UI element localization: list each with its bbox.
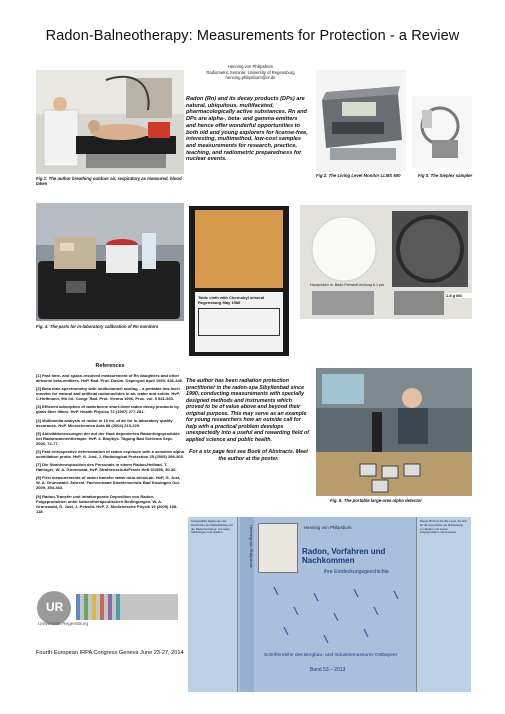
fig1-photo <box>36 70 184 174</box>
logo-initials: UR <box>46 600 64 614</box>
references-heading: References <box>95 363 125 369</box>
fig3-photo <box>412 96 472 168</box>
reference-item: [3] Efficient adsorption of waterborne short-lived radon decay products by glass fiber filters. HvP. Health Physics 72 (1997) 277-281. <box>36 404 180 415</box>
book-flap-text: Ausgewählte Kapitel aus der Geschichte der Radioaktivität und der Radonforschung, mit vielen Abbildungen und Quellen. <box>191 519 233 535</box>
sample-plate-photo <box>189 206 289 356</box>
bio-note: For a six page test see Book of Abstracts. Meet the author at the poster. <box>189 449 308 462</box>
book-spine-author: Henning von Philipsborn <box>249 525 254 569</box>
book-subtitle: ihre Entdeckungsgeschichte <box>324 569 389 575</box>
reference-item: [9] Radon-Transfer und intrakorporale Deposition von Radon-Folgeprodukten unter balneotherapeutischen Bedingungen. W. A. Grunewald, G. Just, J. Petzold, HvP. Z. Medizinische Physik 19 (2009) 108-118. <box>36 493 178 514</box>
reference-item: [6] Fast retrospective determination of radon exposure with a sensitive alpha scintillation probe. HvP, G. Just, J. Radiological Protection 25 (2005) 299-303. <box>36 448 184 459</box>
conference-footer: Fourth European IRPA Congress Geneva June 23-27, 2014 <box>36 650 184 656</box>
reference-item: [8] First measurements of radon transfer water-skin-blood-air. HvP, G. Just, W. A. Grunewald. Jahresl. Fachverband Strahlenschutz Bad Kissingen Oct. 2009, 354-363. <box>36 475 181 491</box>
book-cover-author: Henning von Philipsborn <box>304 525 352 530</box>
fig3-caption: Fig 3: The Sieplex sampler <box>418 173 473 178</box>
reference-item: [7] Die Strahlenexposition des Personals in einem Radon-Heilbad. T. Haninger, W. A. Grunewald, HvP. StrahlenschutzPraxis Heft 3/1998, 30-36. <box>36 462 177 473</box>
reference-item: [2] Beta time-spectrometry with multichannel scaling – a portable low-level monitor for natural and artificial radionuclides in air, water and solids. HvP, C.Hoffmann, 9th Int. Congr. Rad. Prot. Vienna 1996, Proc. vol. II 541-543. <box>36 386 180 402</box>
book-title: Radon, Vorfahren und Nachkommen <box>302 547 386 565</box>
references-section <box>36 364 184 517</box>
fig2-caption: Fig 2: The Living Level Monitor LLMS 500 <box>316 173 401 178</box>
poster-title: Radon-Balneotherapy: Measurements for Protection - a Review <box>45 28 460 44</box>
reference-item: [1] Fast time- and space-resolved measurement of Rn daughters and other airborne beta-emitters. HvP. Rad. Prot. Dosim. Ospergud April 1993, 436-440. <box>36 373 184 383</box>
book-cover <box>188 517 471 692</box>
abstract-text: Radon (Rn) and its decay products (DPs) are natural, ubiquitous, multifaceted, pharmacologically active substances. Rn and DPs are alpha-, beta- and gamma-emitters and hence offer wonderful opportunities to both old and young explorers for license-free, interesting, multimethod, low-cost samples and measurements for research, practice, teaching, and radiometric preparedness for nuclear events. <box>186 96 308 163</box>
cloth-label: Table cloth with Chernobyl mineral Regensburg May 1986 <box>198 295 265 305</box>
author-bio <box>186 378 311 462</box>
fig1-caption: Fig 1: The author breathing outdoor air, respiratory as measured, blood taken <box>36 176 182 186</box>
reference-item: [5] Aktivitätsmessungen der auf der Haut deponierten Radonfolgeprodukte bei Radonwannentherapie. HvP. 4. Biophys. Tagung Bad Schlema Sept. 2006, 72-77. <box>36 430 180 446</box>
fig4-caption: Fig. 4: The parts for in-laboratory calibration of Rn monitors <box>36 324 159 329</box>
filter-samples-photo <box>300 205 472 319</box>
author-affiliation: Radiometric Seminar, University of Regensburg <box>206 69 295 75</box>
book-back-text: Dieses Buch ist für alle Leser, die sich für die Geschichte der Entdeckung von Radon und seinen Folgeprodukten interessieren. <box>420 519 468 535</box>
author-email: henning.philipsborn@ur.de <box>225 75 276 81</box>
fig5-photo <box>316 368 472 496</box>
reference-item: [4] Multimedia analysis of radon in 10 mL of air for in-laboratory quality assurance. HvP. Microchemica Acta 88 (2004) 215-229. <box>36 417 173 428</box>
fig5-caption: Fig. 5: The portable large-area alpha detector <box>330 498 422 503</box>
filter-value: 1.8 g M3 <box>446 293 472 298</box>
author-block <box>188 64 313 81</box>
filter-label: Hautproben nr. Bade-Feinstoff-eichung 6-1 pm <box>310 283 385 287</box>
logo-name: Universität Regensburg <box>38 622 89 627</box>
fig2-photo <box>316 70 406 172</box>
fig4-photo <box>36 203 184 321</box>
university-logo <box>36 588 178 628</box>
bio-text: The author has been radiation protection practitioner in the radon-spa Sibyllenbad since 1990, conducting measurements with specially designed methods and instruments which proved to be of value above and beyond their original purpose. This may serve as an example for young researchers how an outside call for help with a practical problem develops unexpectedly into a useful and rewarding field of applied science and public health. <box>186 378 310 443</box>
book-series: Schriftenreihe des Bergbau- und Industriemuseums Ostbayern <box>264 653 398 658</box>
author-name: Henning von Philipsborn <box>227 64 274 69</box>
book-volume: Band 53 – 2013 <box>310 667 346 673</box>
